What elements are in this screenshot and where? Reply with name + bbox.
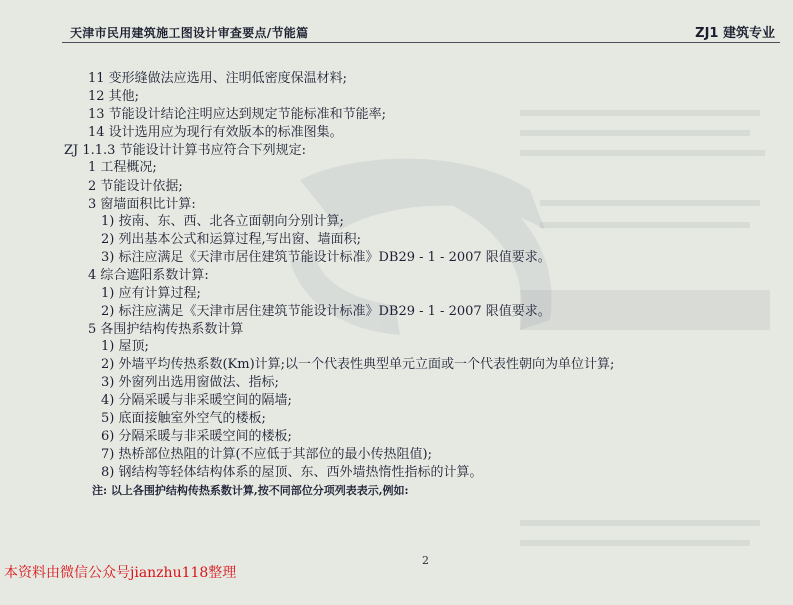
list-item: 3 窗墙面积比计算: [88, 197, 196, 212]
sub-list-item: 1) 应有计算过程; [101, 286, 201, 301]
sub-list-item: 6) 分隔采暖与非采暖空间的楼板; [101, 429, 292, 444]
list-item: 14 设计选用应为现行有效版本的标准图集。 [88, 125, 343, 140]
header-section-label: ZJ1 建筑专业 [695, 26, 775, 41]
list-item: 2 节能设计依据; [88, 179, 183, 194]
list-item: 12 其他; [88, 89, 140, 104]
sub-list-item: 2) 外墙平均传热系数(Km)计算;以一个代表性典型单元立面或一个代表性朝向为单位计算; [101, 357, 615, 372]
list-item: 11 变形缝做法应选用、注明低密度保温材料; [88, 71, 348, 86]
list-item: 5 各围护结构传热系数计算 [88, 322, 244, 337]
sub-list-item: 3) 标注应满足《天津市居住建筑节能设计标准》DB29 - 1 - 2007 限值要求。 [101, 250, 551, 265]
section-heading: ZJ 1.1.3 节能设计计算书应符合下列规定: [64, 143, 306, 158]
sub-list-item: 3) 外窗列出选用窗做法、指标; [101, 375, 279, 390]
header-title: 天津市民用建筑施工图设计审查要点/节能篇 [70, 26, 309, 40]
sub-list-item: 2) 列出基本公式和运算过程,写出窗、墙面积; [101, 232, 361, 247]
sub-list-item: 5) 底面接触室外空气的楼板; [101, 411, 266, 426]
sub-list-item: 1) 屋顶; [101, 339, 149, 354]
list-item: 1 工程概况; [88, 160, 157, 175]
list-item: 4 综合遮阳系数计算: [88, 268, 209, 283]
sub-list-item: 1) 按南、东、西、北各立面朝向分别计算; [101, 214, 344, 229]
header-divider [62, 42, 780, 43]
sub-list-item: 7) 热桥部位热阻的计算(不应低于其部位的最小传热阻值); [101, 447, 432, 462]
page-number: 2 [422, 554, 429, 567]
sub-list-item: 2) 标注应满足《天津市居住建筑节能设计标准》DB29 - 1 - 2007 限值要求。 [101, 304, 551, 319]
note-text: 注: 以上各围护结构传热系数计算,按不同部位分项列表表示,例如: [92, 484, 409, 497]
sub-list-item: 8) 钢结构等轻体结构体系的屋顶、东、西外墙热惰性指标的计算。 [101, 465, 483, 480]
source-watermark: 本资料由微信公众号jianzhu118整理 [4, 565, 237, 581]
list-item: 13 节能设计结论注明应达到规定节能标准和节能率; [88, 107, 387, 122]
sub-list-item: 4) 分隔采暖与非采暖空间的隔墙; [101, 393, 292, 408]
